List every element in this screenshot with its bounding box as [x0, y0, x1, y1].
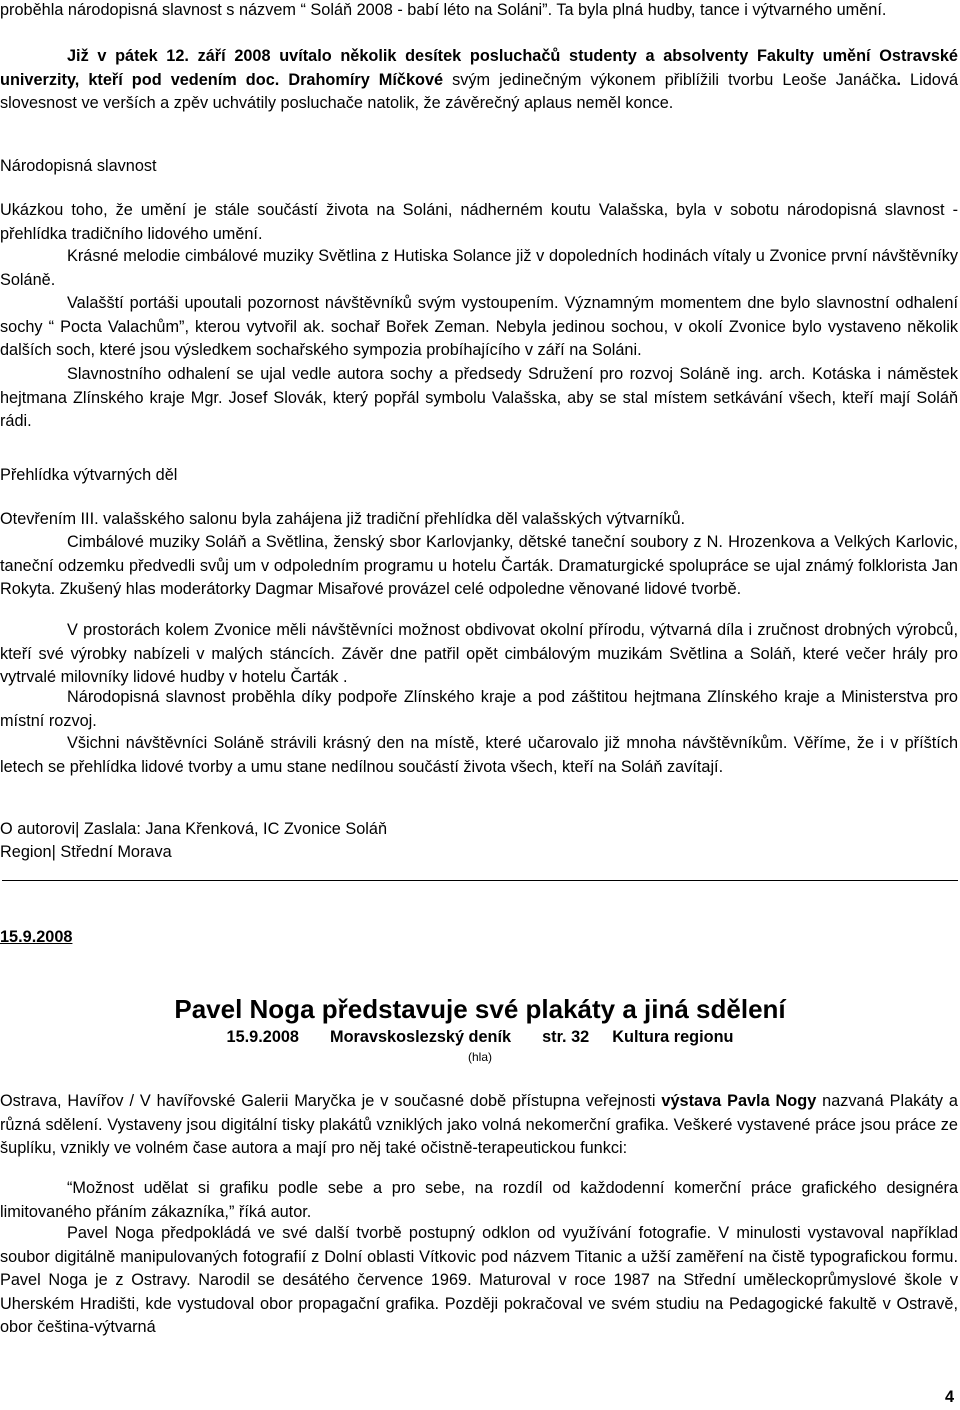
meta-author: O autorovi| Zaslala: Jana Křenková, IC Zvonice Soláň — [0, 820, 388, 838]
horizontal-rule — [2, 880, 958, 881]
paragraph-ostrava — [0, 1090, 958, 1161]
subtitle-newspaper: Moravskoslezský deník — [330, 1028, 512, 1046]
article-date: 15.9.2008 — [0, 928, 73, 946]
article-author: (hla) — [467, 1050, 492, 1064]
paragraph-noga-bio: Pavel Noga předpokládá ve své další tvorbě postupný odklon od využívání fotografie. V minulosti vystavoval například soubor digitálně manipulovaných fotografií z Dolní oblasti Vítkovic pod názvem Titanic a užší zaměření na čistě typografickou formu. Pavel Noga je z Ostravy. Narodil se desátého července 1969. Maturoval v roce 1987 na Střední uměleckoprůmyslové škole v Uherském Hradišti, kde vystudoval obor propagační grafika. Později pokračoval ve svém studiu na Pedagogické fakultě v Ostravě, obor čeština-výtvarná — [0, 1224, 958, 1336]
ostrava-text-c: nazvaná Plakáty a různá sdělení. Vystaveny jsou digitální tisky plakátů vzniklých jako volná nekomerční grafika. Veškeré vystavené práce jsou práce ze šuplíku, vznikly ve volném čase autora a mají pro něj také očistně-terapeutickou funkci: — [0, 1092, 958, 1157]
paragraph-intro: proběhla národopisná slavnost s názvem “ Soláň 2008 - babí léto na Soláni”. Ta byla plná hudby, tance i výtvarného umění. — [0, 1, 887, 19]
friday-bold-text: Již v pátek 12. září 2008 uvítalo několik desítek posluchačů studenty a absolventy Fakulty umění Ostravské univerzity, kteří pod vedením doc. Drahomíry Míčkové — [0, 47, 958, 89]
friday-text: svým jedinečným výkonem přiblížili tvorbu Leoše Janáčka — [443, 70, 897, 89]
paragraph-odhaleni: Slavnostního odhalení se ujal vedle autora sochy a předsedy Sdružení pro rozvoj Soláně ing. arch. Kotáska i náměstek hejtmana Zlínského kraje Mgr. Josef Slovák, který popřál symbolu Valašska, aby se stal místem setkávání všech, kteří mají Soláň rádi. — [0, 365, 958, 430]
paragraph-navstevnici: Všichni návštěvníci Soláně strávili krásný den na místě, které učarovalo již mnoha návštěvníkům. Věříme, že i v příštích letech se přehlídka lidové tvorby a umu stane nedílnou součástí života všech, kteří na Soláň zavítají. — [0, 734, 958, 776]
ostrava-text-a: Ostrava, Havířov / V havířovské Galerii Maryčka je v současné době přístupna veřejnosti — [0, 1092, 662, 1110]
paragraph-cimbalove: Cimbálové muziky Soláň a Světlina, ženský sbor Karlovjanky, dětské taneční soubory z N. Hrozenkova a Velkých Karlovic, taneční odzemku předvedli svůj um v odpoledním programu u hotelu Čarták. Dramaturgické spolupráce se ujal známý folklorista Jan Rokyta. Zkušený hlas moderátorky Dagmar Misařové provázel celé odpoledne věnované lidové tvorbě. — [0, 533, 958, 598]
paragraph-friday — [0, 45, 958, 116]
paragraph-podpora: Národopisná slavnost proběhla díky podpoře Zlínského kraje a pod záštitou hejtmana Zlínského kraje a Ministerstva pro místní rozvoj. — [0, 688, 958, 730]
heading-narodopisna-slavnost: Národopisná slavnost — [0, 157, 157, 175]
article-subtitle — [0, 1028, 960, 1047]
page-number: 4 — [944, 1388, 954, 1406]
paragraph-portasi: Valašští portáši upoutali pozornost návštěvníků svým vystoupením. Významným momentem dne bylo slavnostní odhalení sochy “ Pocta Valachům”, kterou vytvořil ak. sochař Bořek Zeman. Nebyla jedinou sochou, v okolí Zvonice bylo vystaveno několik dalších soch, které jsou výsledkem sochařského sympozia probíhajícího v září na Soláni. — [0, 294, 958, 359]
paragraph-salon: Otevřením III. valašského salonu byla zahájena již tradiční přehlídka děl valašských výtvarníků. — [0, 510, 686, 528]
ostrava-bold-exhibition: výstava Pavla Nogy — [661, 1092, 817, 1110]
article-title: Pavel Noga představuje své plakáty a jiná sdělení — [174, 994, 786, 1024]
heading-prehlidka: Přehlídka výtvarných děl — [0, 466, 178, 484]
paragraph-zvonice: V prostorách kolem Zvonice měli návštěvníci možnost obdivovat okolní přírodu, výtvarná díla i zručnost drobných výrobců, kteří své výrobky nabízeli v malých stáncích. Závěr dne patřil opět cimbálovým muzikám Světlina a Soláň, které večer hrály pro vytrvalé milovníky lidové hudby v hotelu Čarták . — [0, 621, 958, 686]
meta-region: Region| Střední Morava — [0, 843, 172, 861]
subtitle-section: Kultura regionu — [612, 1028, 734, 1046]
subtitle-page: str. 32 — [542, 1028, 590, 1046]
paragraph-quote: “Možnost udělat si grafiku podle sebe a pro sebe, na rozdíl od každodenní komerční práce grafického designéra limitovaného přáním zákazníka,” říká autor. — [0, 1179, 958, 1221]
paragraph-melodie: Krásné melodie cimbálové muziky Světlina z Hutiska Solance již v dopoledních hodinách vítaly u Zvonice první návštěvníky Soláně. — [0, 247, 958, 289]
friday-bold-dot: . — [896, 70, 901, 89]
subtitle-date: 15.9.2008 — [226, 1028, 299, 1046]
paragraph-ukazkou: Ukázkou toho, že umění je stále součástí života na Soláni, nádherném koutu Valašska, byla v sobotu národopisná slavnost - přehlídka tradičního lidového umění. — [0, 201, 958, 243]
friday-tail-text: Lidová slovesnost ve verších a zpěv uchvátily posluchače natolik, že závěrečný aplaus neměl konce. — [0, 70, 958, 112]
